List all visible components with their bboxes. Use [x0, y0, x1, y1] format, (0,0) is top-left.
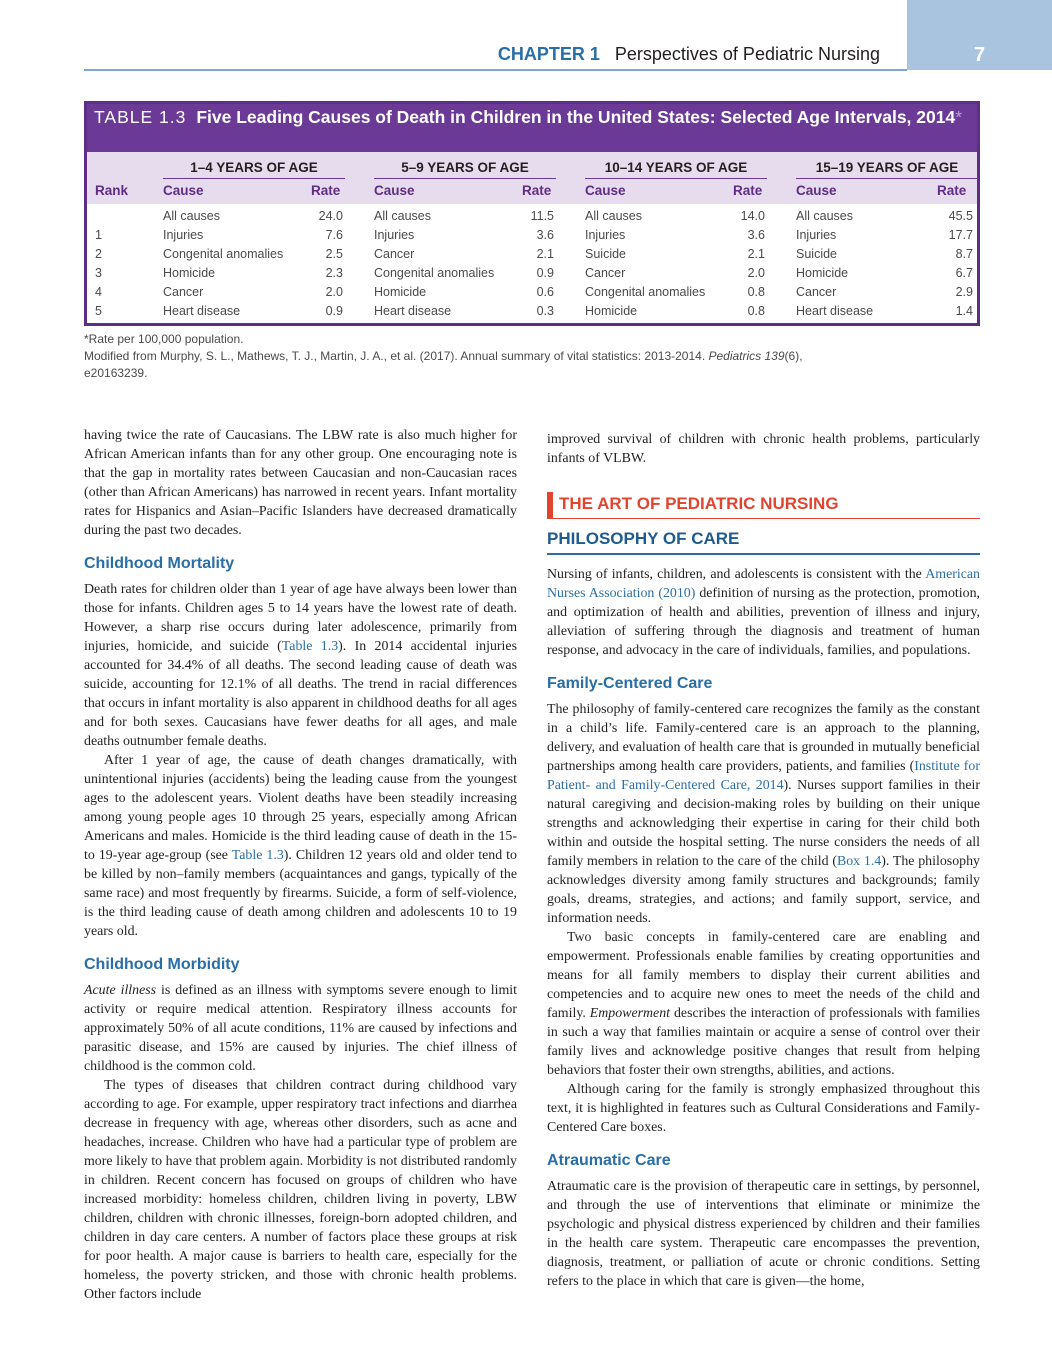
cause-cell: Homicide [163, 266, 216, 280]
table-title-bar [87, 104, 977, 152]
rate-cell: 11.5 [530, 209, 554, 223]
chapter-title: Perspectives of Pediatric Nursing [614, 44, 880, 64]
text: definition of nursing as the protection, promotion, and optimization of health and abilities, prevention of illness and injury, alleviation of suffering through the diagnosis and treatment of human response, and advocacy in the care of individuals, families, and populations. [547, 586, 980, 658]
chapter-label: CHAPTER 1 [497, 44, 600, 64]
rate-cell: 3.6 [747, 228, 765, 242]
section-heading-art-of-pediatric-nursing: THE ART OF PEDIATRIC NURSING [547, 492, 980, 519]
text: ). In 2014 accidental injuries accounted for 34.4% of all deaths. The second leading cause of death was suicide, accounting for 12.1% of all deaths. The trend in racial differences that occurs in infant mortality is also apparent in childhood deaths for all ages and for both sexes. Caucasians have fewer deaths for all ages, and male deaths outnumber female deaths. [84, 639, 517, 749]
paragraph: improved survival of children with chronic health problems, particularly infants of VLBW. [547, 432, 980, 466]
paragraph [547, 928, 980, 1080]
rate-cell: 0.6 [536, 285, 554, 299]
cause-cell: Injuries [796, 228, 837, 242]
rank-cell: 3 [95, 266, 102, 280]
group-header-15-19: 15–19 YEARS OF AGE [796, 160, 978, 179]
paragraph: having twice the rate of Caucasians. The LBW rate is also much higher for African American infants than for any other group. One encouraging note is that the gap in mortality rates between Caucasian and non-Caucasian races (other than African Americans) has narrowed in recent years. Infant mortality rates for Hispanics and Asian–Pacific Islanders have decreased dramatically during the past two decades. [84, 428, 517, 538]
rate-cell: 8.7 [955, 247, 973, 261]
table-header [87, 152, 977, 204]
cause-header: Cause [374, 183, 415, 198]
cause-cell: Congenital anomalies [374, 266, 495, 280]
text: is defined as an illness with symptoms severe enough to limit activity or require medical attention. Respiratory illness accounts for approximately 50% of all acute conditions, 11% are caused by infections and parasitic disease, and 15% are caused by injuries. The chief illness of childhood is the common cold. [84, 983, 517, 1074]
cause-cell: All causes [585, 209, 642, 223]
rate-cell: 6.7 [955, 266, 973, 280]
page-number: 7 [973, 44, 986, 66]
table-title-marker: * [955, 107, 963, 127]
table-source [84, 348, 964, 382]
heading-childhood-mortality: Childhood Mortality [84, 555, 235, 572]
cause-cell: Congenital anomalies [163, 247, 284, 261]
ipfcc-2014-link[interactable]: Institute for Patient- and Family-Centered Care, 2014 [547, 759, 980, 793]
rate-cell: 2.0 [747, 266, 765, 280]
paragraph [547, 700, 980, 928]
cause-cell: Congenital anomalies [585, 285, 706, 299]
source-doi: e20163239. [84, 366, 148, 380]
rate-cell: 2.1 [747, 247, 765, 261]
rate-cell: 0.3 [536, 304, 554, 318]
text: Death rates for children older than 1 year of age have always been lower than those for infants. Children ages 5 to 14 years have the lowest rate of death. However, a sharp rise occurs during later adolescence, primarily from injuries, homicide, and suicide ( [84, 582, 517, 654]
rate-cell: 2.5 [325, 247, 343, 261]
cause-cell: Injuries [374, 228, 415, 242]
text: The philosophy of family-centered care recognizes the family as the constant in a child’s life. Family-centered care is an approach to the planning, delivery, and evaluation of health care that is grounded in mutually beneficial partnerships among health care providers, patients, and families ( [547, 702, 980, 774]
rank-cell: 5 [95, 304, 102, 318]
paragraph [84, 981, 517, 1076]
rate-cell: 1.4 [955, 304, 973, 318]
rate-cell: 2.1 [536, 247, 554, 261]
cause-cell: All causes [374, 209, 431, 223]
table-row [87, 285, 977, 304]
cause-header: Cause [163, 183, 204, 198]
rate-header: Rate [733, 183, 763, 198]
header-rule [84, 69, 907, 71]
text: Two basic concepts in family-centered care are enabling and empowerment. Professionals enable families by creating opportunities and means for all family members to display their current abilities and competencies and to acquire new ones to meet the needs of the child and family. [547, 930, 980, 1021]
table-title: Five Leading Causes of Death in Children in the United States: Selected Age Intervals, 2014 [196, 107, 956, 127]
text: ). Children 12 years old and older tend to be killed by non–family members (acquaintances and gangs, typically of the same race) and most frequently by firearms. Suicide, a form of self-violence, is the third leading cause of death among children and adolescents 10 to 19 years old. [84, 848, 517, 939]
text: After 1 year of age, the cause of death changes dramatically, with unintentional injuries (accidents) being the leading cause from the youngest ages to the adolescent years. Violent deaths have been steadily increasing among young people ages 10 through 25 years, especially among African Americans and males. Homicide is the third leading cause of death in the 15- to 19-year age-group (see [84, 753, 517, 863]
rate-cell: 0.9 [325, 304, 343, 318]
ana-2010-link[interactable]: American Nurses Association (2010) [547, 567, 980, 601]
paragraph [84, 751, 517, 941]
cause-cell: Homicide [796, 266, 849, 280]
left-column [84, 426, 517, 1304]
rate-cell: 17.7 [948, 228, 973, 242]
cause-cell: All causes [163, 209, 220, 223]
rate-cell: 7.6 [325, 228, 343, 242]
text: ). The philosophy acknowledges diversity among family structures and backgrounds; family goals, dreams, strategies, and actions; and family support, service, and information needs. [547, 854, 980, 926]
table-footnote: *Rate per 100,000 population. [84, 332, 244, 346]
group-header-10-14: 10–14 YEARS OF AGE [585, 160, 767, 179]
rate-cell: 45.5 [948, 209, 973, 223]
cause-cell: Homicide [374, 285, 427, 299]
term-empowerment: Empowerment [589, 1006, 671, 1021]
rank-cell: 2 [95, 247, 102, 261]
source-citation: Modified from Murphy, S. L., Mathews, T. J., Martin, J. A., et al. (2017). Annual summary of vital statistics: 2013-2014. [84, 349, 709, 363]
cause-cell: All causes [796, 209, 853, 223]
table-1-3 [84, 101, 980, 326]
table-label: TABLE 1.3 [94, 107, 187, 127]
cause-cell: Heart disease [796, 304, 874, 318]
cause-cell: Homicide [585, 304, 638, 318]
table-row [87, 209, 977, 228]
rate-cell: 2.0 [325, 285, 343, 299]
table-1-3-link[interactable]: Table 1.3 [231, 848, 284, 863]
paragraph [84, 580, 517, 751]
rank-header: Rank [95, 183, 129, 198]
group-header-1-4: 1–4 YEARS OF AGE [163, 160, 345, 179]
cause-cell: Cancer [796, 285, 837, 299]
rank-cell: 1 [95, 228, 102, 242]
heading-atraumatic-care: Atraumatic Care [547, 1152, 671, 1169]
rank-cell: 4 [95, 285, 102, 299]
paragraph: The types of diseases that children contract during childhood vary according to age. For example, upper respiratory tract infections and diarrhea decrease in frequency with age, whereas other disorders, such as acne and headaches, increase. Children who have had a particular type of problem are more likely to have that problem again. Morbidity is not distributed randomly in children. Recent concern has focused on groups of children who have increased morbidity: homeless children, children living in poverty, LBW children, children with chronic illnesses, foreign-born adopted children, and children in day care centers. A number of factors place these groups at risk for poor health. A major cause is barriers to health care, especially for the homeless, the poverty stricken, and those with chronic health problems. Other factors include [84, 1078, 517, 1302]
group-header-5-9: 5–9 YEARS OF AGE [374, 160, 556, 179]
table-row [87, 304, 977, 323]
rate-cell: 0.8 [747, 304, 765, 318]
rate-header: Rate [522, 183, 552, 198]
paragraph [547, 565, 980, 660]
table-1-3-link[interactable]: Table 1.3 [281, 639, 339, 654]
paragraph: Atraumatic care is the provision of therapeutic care in settings, by personnel, and through the use of interventions that eliminate or minimize the psychologic and physical distress experienced by children and their families in the health care system. Therapeutic care encompasses the prevention, diagnosis, treatment, or palliation of acute or chronic conditions. Setting refers to the place in which that care is given—the home, [547, 1179, 980, 1289]
rate-cell: 2.3 [325, 266, 343, 280]
rate-cell: 0.8 [747, 285, 765, 299]
source-issue: (6), [784, 349, 803, 363]
right-column [547, 430, 980, 1291]
table-row [87, 228, 977, 247]
term-acute-illness: Acute illness [84, 983, 157, 998]
running-head [498, 44, 880, 65]
cause-cell: Cancer [163, 285, 204, 299]
cause-header: Cause [796, 183, 837, 198]
heading-childhood-morbidity: Childhood Morbidity [84, 956, 240, 973]
cause-cell: Heart disease [374, 304, 452, 318]
page-number-tab [907, 0, 1052, 70]
table-row [87, 266, 977, 285]
cause-cell: Cancer [374, 247, 415, 261]
cause-cell: Injuries [163, 228, 204, 242]
cause-cell: Suicide [585, 247, 626, 261]
paragraph: Although caring for the family is strongly emphasized throughout this text, it is highlighted in features such as Cultural Considerations and Family-Centered Care boxes. [547, 1082, 980, 1135]
cause-cell: Cancer [585, 266, 626, 280]
heading-family-centered-care: Family-Centered Care [547, 675, 713, 692]
cause-header: Cause [585, 183, 626, 198]
rate-cell: 3.6 [536, 228, 554, 242]
subsection-heading-philosophy-of-care: PHILOSOPHY OF CARE [547, 527, 980, 555]
rate-cell: 24.0 [318, 209, 343, 223]
table-row [87, 247, 977, 266]
cause-cell: Injuries [585, 228, 626, 242]
rate-cell: 14.0 [740, 209, 765, 223]
source-journal: Pediatrics 139 [708, 349, 785, 363]
cause-cell: Suicide [796, 247, 837, 261]
rate-cell: 2.9 [955, 285, 973, 299]
rate-cell: 0.9 [536, 266, 554, 280]
text: Nursing of infants, children, and adolescents is consistent with the [547, 567, 926, 582]
text: describes the interaction of professionals with families in such a way that families maintain or acquire a sense of control over their family lives and acknowledge positive changes that result from helping behaviors that foster their own strengths, abilities, and actions. [547, 1006, 980, 1078]
text: ). Nurses support families in their natural caregiving and decision-making roles by building on their unique strengths and acknowledging their expertise in caring for their child both within and outside the hospital setting. The nurse considers the needs of all family members in relation to the care of the child ( [547, 778, 981, 869]
rate-header: Rate [311, 183, 341, 198]
box-1-4-link[interactable]: Box 1.4 [836, 854, 882, 869]
rate-header: Rate [937, 183, 967, 198]
cause-cell: Heart disease [163, 304, 241, 318]
